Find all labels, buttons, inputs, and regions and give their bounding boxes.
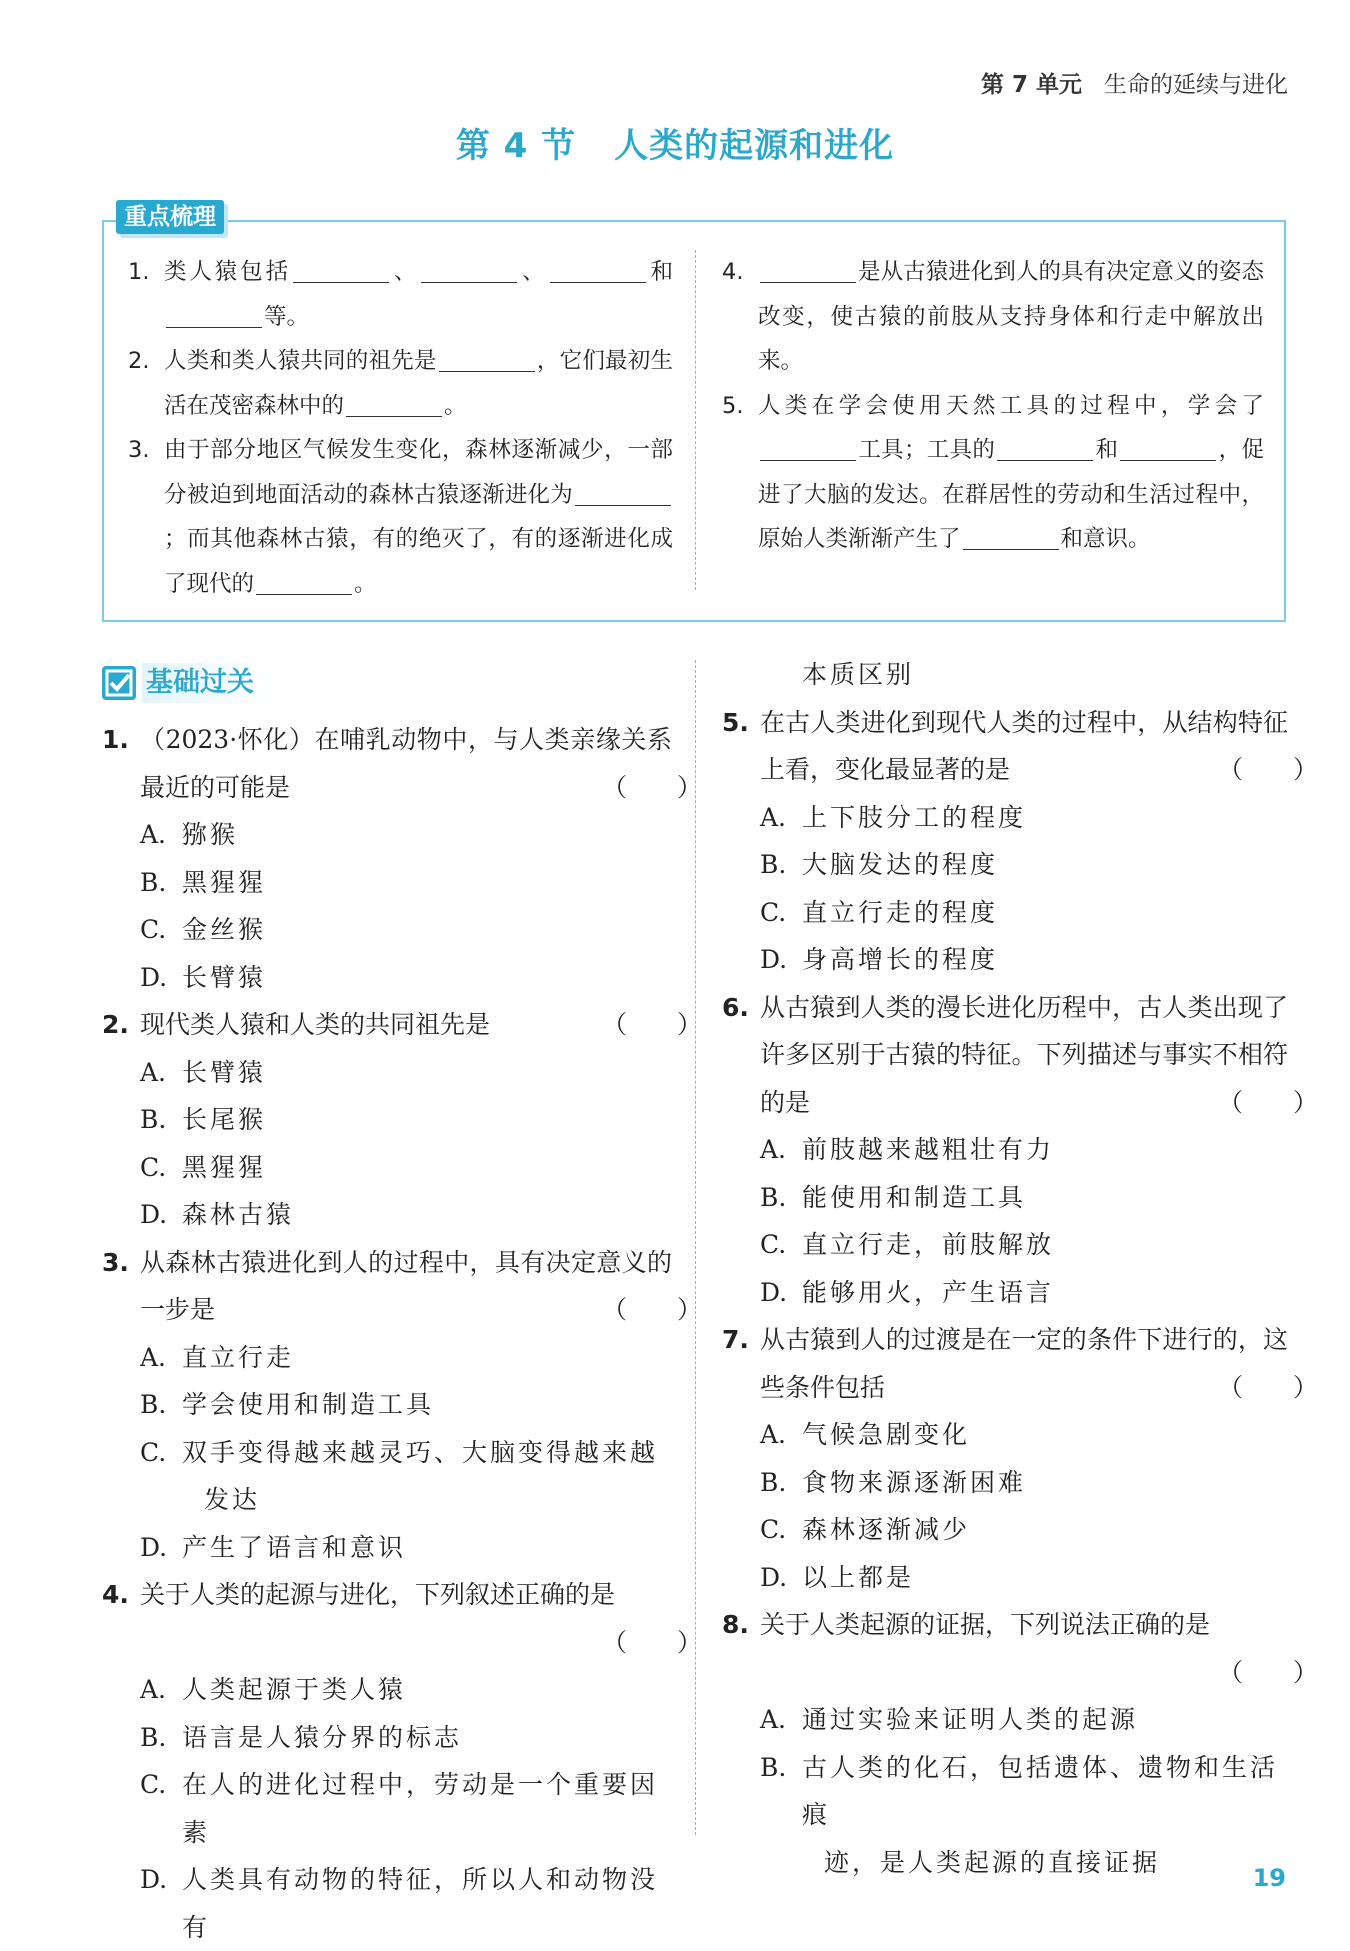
page-number: 19 [1252, 1864, 1286, 1892]
fill-blank[interactable] [293, 254, 389, 283]
option[interactable]: A. 人类起源于类人猿 [140, 1675, 407, 1704]
question-stem: 2. 现代类人猿和人类的共同祖先是 （ ） [102, 1001, 672, 1049]
answer-paren[interactable]: （ ） [1218, 755, 1319, 784]
question-3 [102, 1239, 703, 1572]
option[interactable]: C. 森林逐渐减少 [760, 1515, 971, 1544]
column-divider [695, 660, 696, 1835]
question-stem: 1. （2023·怀化）在哺乳动物中，与人类亲缘关系最近的可能是 （ ） [102, 716, 672, 811]
question-6 [722, 984, 1319, 1317]
questions-right-column [722, 651, 1319, 1886]
section-name: 人类的起源和进化 [614, 126, 895, 166]
fill-blank[interactable] [997, 432, 1093, 461]
key-points-label: 重点梳理 [116, 200, 224, 234]
option[interactable]: C. 直立行走的程度 [760, 897, 999, 927]
option[interactable]: B. 食物来源逐渐困难 [760, 1467, 1027, 1497]
option[interactable]: B. 长尾猴 [140, 1105, 267, 1134]
option[interactable]: A. 通过实验来证明人类的起源 [760, 1705, 1139, 1734]
option[interactable]: B. 语言是人猿分界的标志 [140, 1722, 463, 1752]
question-stem: 5. 在古人类进化到现代人类的过程中，从结构特征上看，变化最显著的是 （ ） [722, 699, 1288, 794]
fill-blank[interactable] [575, 477, 671, 506]
fill-blank[interactable] [550, 254, 646, 283]
question-5 [722, 699, 1319, 984]
option[interactable]: A. 前肢越来越粗壮有力 [760, 1135, 1055, 1164]
option[interactable]: A. 猕猴 [140, 820, 239, 849]
option[interactable]: C. 在人的进化过程中，劳动是一个重要因素 [140, 1770, 659, 1847]
question-2 [102, 1001, 703, 1239]
fill-blank[interactable] [1120, 432, 1216, 461]
option-continuation: 迹，是人类起源的直接证据 [824, 1847, 1161, 1877]
option[interactable]: B. 学会使用和制造工具 [140, 1390, 435, 1419]
key-point-item: 2. 人类和类人猿共同的祖先是 ，它们最初生活在茂密森林中的 。 [128, 339, 673, 428]
fill-blank[interactable] [421, 254, 517, 283]
key-point-item: 5. 人类在学会使用天然工具的过程中，学会了工具；工具的 和 ，促进了大脑的发达。在群居性的劳动和生活过程中，原始人类渐渐产生了 和意识。 [722, 392, 1264, 552]
option[interactable]: C. 直立行走，前肢解放 [760, 1230, 1055, 1259]
fill-blank[interactable] [760, 432, 856, 461]
question-8 [722, 1601, 1319, 1886]
question-1 [102, 716, 703, 1001]
option[interactable]: A. 上下肢分工的程度 [760, 802, 1027, 832]
key-point-item: 1. 类人猿包括 、 、 和等。 [128, 250, 673, 339]
checkmark-icon [102, 666, 136, 700]
option-continuation: 本质区别 [802, 660, 915, 689]
key-points-right-column [722, 250, 1264, 562]
question-stem: 8. 关于人类起源的证据，下列说法正确的是 [722, 1610, 1211, 1639]
option[interactable]: D. 人类具有动物的特征，所以人和动物没有 [140, 1865, 659, 1942]
question-4 [102, 1571, 703, 1951]
option[interactable]: A. 长臂猿 [140, 1057, 267, 1087]
basic-section-header [102, 663, 268, 703]
answer-paren[interactable]: （ ） [1218, 1372, 1319, 1402]
option[interactable]: B. 能使用和制造工具 [760, 1182, 1027, 1212]
option[interactable]: B. 古人类的化石，包括遗体、遗物和生活痕 [760, 1752, 1279, 1829]
option[interactable]: C. 双手变得越来越灵巧、大脑变得越来越 [140, 1437, 659, 1467]
option[interactable]: D. 身高增长的程度 [760, 945, 999, 974]
fill-blank[interactable] [166, 299, 262, 328]
unit-title: 生命的延续与进化 [1104, 72, 1288, 98]
key-point-item: 4. 是从古猿进化到人的具有决定意义的姿态改变，使古猿的前肢从支持身体和行走中解放出来。 [722, 250, 1264, 384]
section-number: 第 4 节 [455, 126, 577, 166]
fill-blank[interactable] [256, 566, 352, 595]
option[interactable]: D. 森林古猿 [140, 1200, 295, 1229]
unit-header [981, 66, 1288, 99]
answer-paren[interactable]: （ ） [602, 772, 703, 802]
answer-paren[interactable]: （ ） [602, 1010, 703, 1039]
option[interactable]: A. 气候急剧变化 [760, 1420, 971, 1449]
questions-left-column [102, 716, 703, 1951]
fill-blank[interactable] [439, 343, 535, 372]
fill-blank[interactable] [963, 521, 1059, 550]
question-stem: 6. 从古猿到人类的漫长进化历程中，古人类出现了许多区别于古猿的特征。下列描述与事实不相符的是 （ ） [722, 984, 1288, 1127]
answer-paren[interactable]: （ ） [1218, 1657, 1319, 1687]
fill-blank[interactable] [346, 388, 442, 417]
option-continuation: 发达 [204, 1485, 261, 1514]
option[interactable]: D. 以上都是 [760, 1562, 915, 1592]
unit-number: 第 7 单元 [980, 72, 1082, 98]
answer-paren[interactable]: （ ） [602, 1295, 703, 1324]
answer-paren[interactable]: （ ） [602, 1627, 703, 1657]
question-7 [722, 1316, 1319, 1601]
fill-blank[interactable] [760, 254, 856, 283]
option[interactable]: C. 金丝猴 [140, 915, 267, 944]
key-point-item: 3. 由于部分地区气候发生变化，森林逐渐减少，一部分被迫到地面活动的森林古猿逐渐进化为；而其他森林古猿，有的绝灭了，有的逐渐进化成了现代的 。 [128, 437, 673, 597]
key-points-left-column [128, 250, 673, 606]
section-title [0, 118, 1350, 167]
question-stem: 3. 从森林古猿进化到人的过程中，具有决定意义的一步是 （ ） [102, 1239, 672, 1334]
option[interactable]: C. 黑猩猩 [140, 1152, 267, 1182]
option[interactable]: D. 长臂猿 [140, 962, 267, 992]
option[interactable]: A. 直立行走 [140, 1342, 295, 1372]
option[interactable]: B. 黑猩猩 [140, 867, 267, 897]
question-stem: 7. 从古猿到人的过渡是在一定的条件下进行的，这些条件包括 （ ） [722, 1316, 1288, 1411]
option[interactable]: D. 能够用火，产生语言 [760, 1277, 1055, 1307]
option[interactable]: B. 大脑发达的程度 [760, 850, 999, 879]
key-points-divider [695, 250, 696, 590]
question-stem: 4. 关于人类的起源与进化，下列叙述正确的是 [102, 1580, 616, 1609]
option[interactable]: D. 产生了语言和意识 [140, 1532, 407, 1562]
basic-section-label: 基础过关 [142, 663, 268, 703]
answer-paren[interactable]: （ ） [1218, 1087, 1319, 1117]
